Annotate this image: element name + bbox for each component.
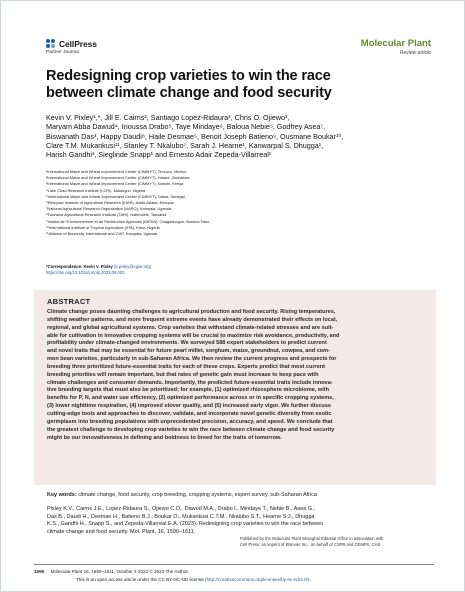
abstract-line: profitability under climate-changed environments. We surveyed 588 expert stakeholders to predict current [47,340,327,347]
affiliation: ³International Maize and Wheat Improvement Center (CIMMYT), Nairobi, Kenya [46,181,184,187]
abstract-heading: ABSTRACT [47,297,91,306]
abstract-line: might be our innovativeness in defining and boldness to breed for the traits of tomorrow. [47,434,282,441]
citation-line: Das B., Daudi H., Desmae H., Batieno B.J., Boukar O., Mukankusi C.T.M., Nkalubo S.T., Hearne S.J., Dhugga [47,513,315,520]
journal-name: Molecular Plant [360,38,431,49]
journal-header [46,39,431,61]
abstract-line: breeding priorities will remain important, but that rates of genetic gain must increase to keep pace with [47,371,319,378]
keywords-label: Key words: [47,492,77,498]
affiliation-list [46,169,426,237]
abstract-line: (3) lower nighttime respiration, (4) improved stover quality, and (5) increased early vigor. We further discuss [47,403,331,410]
citation-line: K.S., Gandhi H., Snapp S., and Zepeda-Villarreal E.A. (2023). Redesigning crop varieties to win the race between [47,521,324,527]
abstract-line: shifting weather patterns, and more frequent extreme events have already demonstrated their effects on local, [47,316,338,323]
doi-link[interactable]: https://doi.org/10.1016/j.molp.2023.09.003 [46,270,125,275]
abstract-line: able for cultivation in innovative cropping systems will be crucial to maximize risk avoidance, productivity, and [47,332,340,339]
abstract-body [47,309,423,442]
keywords [47,492,432,499]
author-list [46,113,434,159]
keywords-text: climate change, food security, crop breeding, cropping systems, expert survey, sub-Saharan Africa [78,492,318,498]
affiliation: ⁵International Maize and Wheat Improvement Center (CIMMYT), Dakar, Senegal [46,193,185,199]
abstract-line: Climate change poses daunting challenges to agricultural production and food security. Rising temperatures, [47,309,336,315]
title-line: Redesigning crop varieties to win the race [46,68,331,84]
abstract-line: the greatest challenge to developing crop varieties to win the race between climate change and food security [47,426,335,433]
publisher-note [240,536,440,548]
footer-license-line [76,577,311,582]
affiliation: ⁸Tanzania Agricultural Research Institute (TARI), Naliendele, Tanzania [46,212,167,218]
abstract-line: benefits for P, N, and water use efficiency, (2) optimized performance across or in specific cropping systems, [47,395,334,402]
license-text: This is an open access article under the CC BY-NC-ND license ( [76,577,207,582]
affiliation: ¹International Maize and Wheat Improvement Center (CIMMYT), Texcoco, Mexico [46,169,187,174]
footer-citation: Molecular Plant 16, 1590–1611, October 2 2023 © 2023 The Author. [50,569,189,574]
footer-journal-line [34,569,189,574]
abstract-line: breeding three prioritized future-essential traits for each of these crops. Experts predict that most current [47,363,326,370]
citation-line: climate change and food security. Mol. Plant. 16, 1590–1611. [47,528,196,535]
abstract-line: tive breeding targets that must also be prioritized; for example, (1) optimized rhizosphere microbiome, with [47,387,330,394]
publisher-note-line: Cell Press, an imprint of Elsevier Inc., on behalf of CSPB and CEMPS, CAS. [240,542,382,547]
abstract-line: and novel traits that may be essential for future pearl millet, sorghum, maize, groundnut, cowpea, and com- [47,348,330,355]
affiliation: ⁷National Agricultural Research Organization (NARO), Kampala, Uganda [46,206,172,212]
author-line: Maryam Abba Dawud⁴, Inoussa Drabo⁵, Taye Mindaye⁶, Baloua Nebie⁵, Godfrey Asea⁷, [46,122,325,132]
abstract-box [34,290,436,485]
abstract-line: mon bean varieties, particularly in sub-Saharan Africa. We then review the current progress and prospects for [47,356,337,363]
page-number: 1590 [34,569,45,574]
abstract-line: climate challenges and consumer demands. Importantly, the predicted future-essential traits include innova- [47,379,333,386]
publisher-name: CellPress [59,39,97,49]
abstract-line: cutting-edge tools and approaches to discover, validate, and incorporate novel genetic diversity from exotic [47,410,332,417]
abstract-line: germplasm into breeding populations with unprecedented precision, accuracy, and speed. We conclude that [47,418,333,425]
author-line: Biswanath Das³, Happy Daudi⁸, Haile Desmae⁵, Benoit Joseph Batieno⁹, Ousmane Boukar¹⁰, [46,131,344,141]
correspondence-label: *Correspondence: Kevin V. Pixley [46,264,113,269]
article-type: Review article [399,50,431,56]
citation [47,506,432,536]
correspondence-email-link[interactable]: (k.pixley@cgiar.org) [114,264,152,269]
abstract-line: regional, and global agricultural systems. Crop varieties that withstand climate-related stresses and are suit- [47,324,334,331]
author-line: Kevin V. Pixley¹,*, Jill E. Cairns², Santiago Lopez-Ridaura¹, Chris O. Ojiewo³, [46,113,290,122]
correspondence [46,264,151,276]
affiliation: ⁴Lake Chad Research Institute (LCRI), Maiduguri, Nigeria [46,187,146,193]
affiliation: ¹⁰International Institute of Tropical Agriculture (IITA), Kano, Nigeria [46,224,160,230]
cellpress-logo-icon [46,39,56,49]
cellpress-logo [46,39,97,49]
publisher-note-line: Published by the Molecular Plant Shanghai Editorial Office in association with [240,536,384,541]
footer-divider [34,564,434,565]
article-title [46,68,426,102]
affiliation: ⁶Ethiopian Institute of Agricultural Research (EIAR), Addis Ababa, Ethiopia [46,200,174,206]
affiliation: ¹¹Alliance of Bioversity International and CIAT, Kampala, Uganda [46,231,158,237]
author-line: Harish Gandhi³, Sieglinde Snapp¹ and Ernesto Adair Zepeda-Villarreal¹ [46,150,272,160]
title-line: between climate change and food security [46,85,332,101]
affiliation: ⁹Institut de l'Environnement et de Recherches Agricoles (INERA), Ouagadougou, Burkina Faso [46,218,210,224]
citation-line: Pixley K.V., Cairns J.E., Lopez-Ridaura S., Ojiewo C.O., Dawud M.A., Drabo I., Mindaye T., Nebie B., Asea G., [47,506,316,512]
affiliation: ²International Maize and Wheat Improvement Center (CIMMYT), Harare, Zimbabwe [46,175,190,181]
license-text-end: ). [307,577,311,582]
author-line: Clare T.M. Mukankusi¹¹, Stanley T. Nkalubo⁷, Sarah J. Hearne¹, Kanwarpal S. Dhugga¹, [46,140,324,150]
partner-journal-label: Partner Journal [46,50,79,55]
license-link[interactable]: http://creativecommons.org/licenses/by-nc-nd/4.0/ [206,577,308,582]
